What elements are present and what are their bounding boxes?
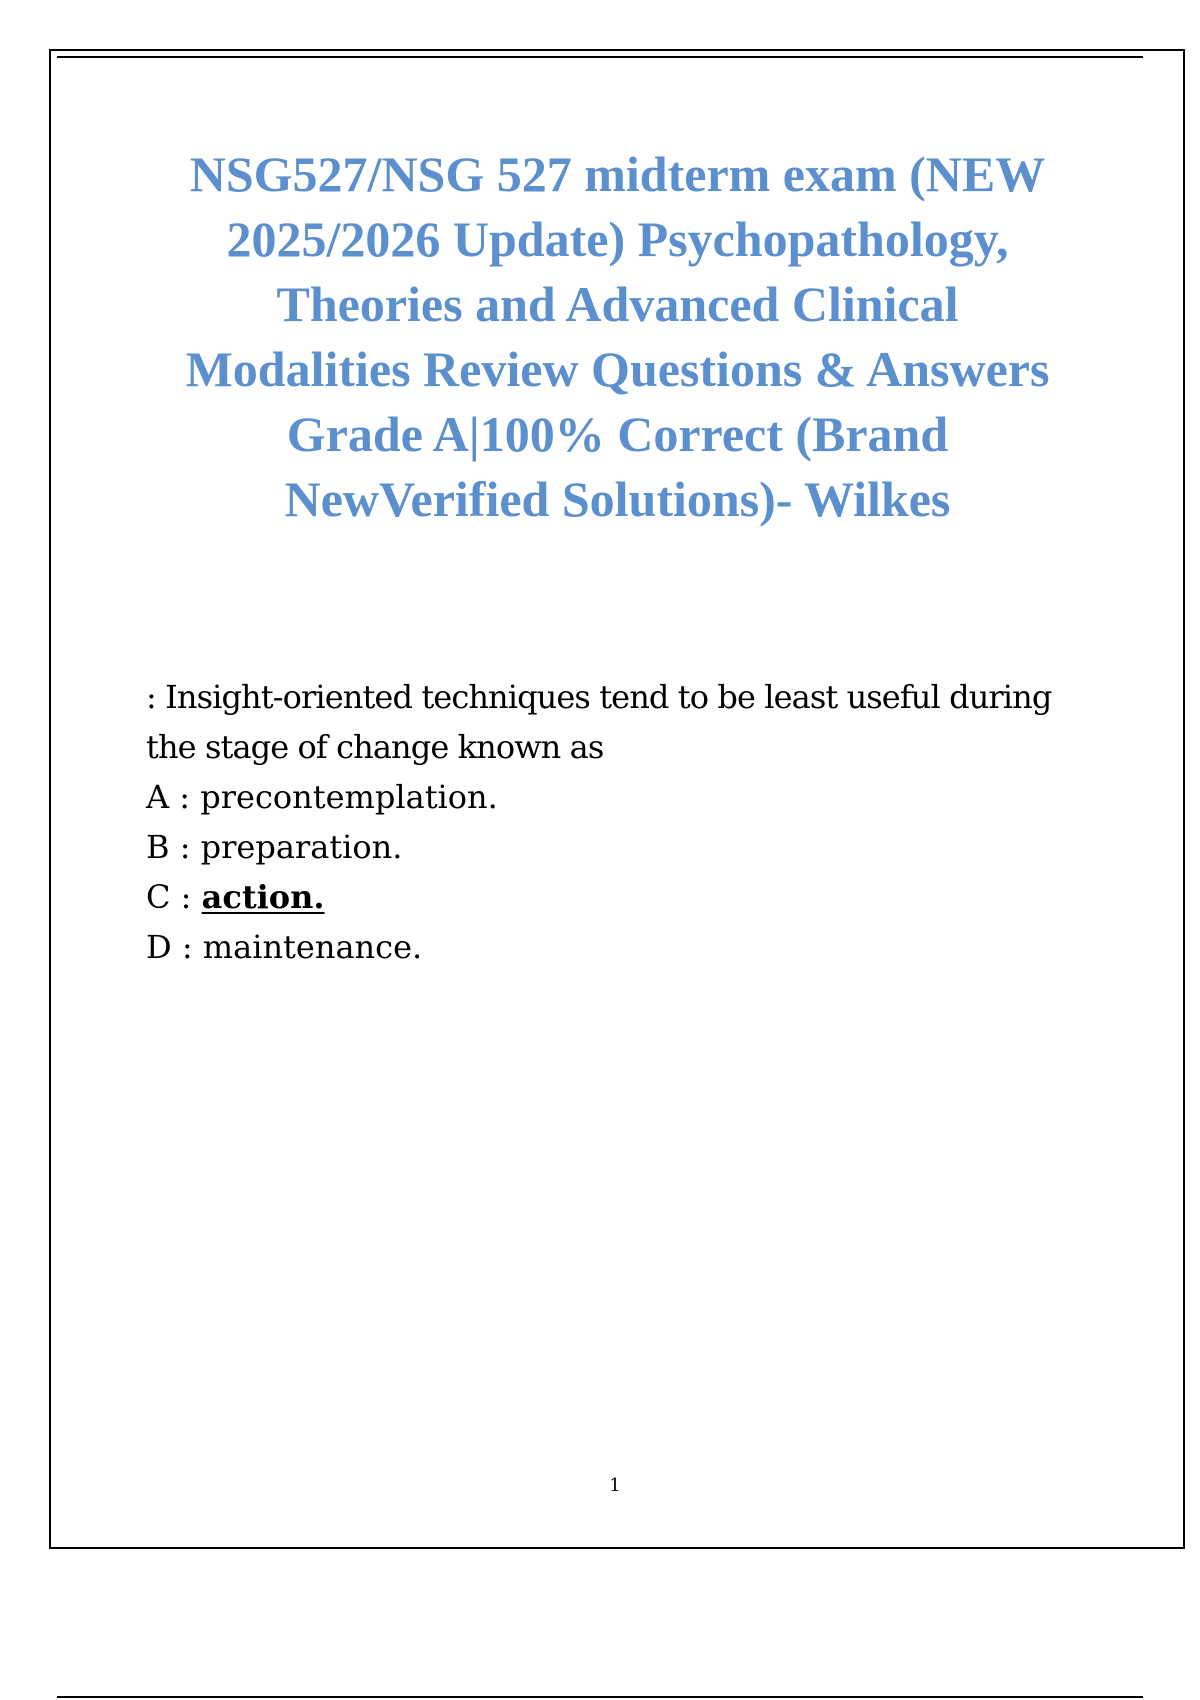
option-letter: B: [146, 828, 170, 866]
document-title: [120, 142, 1115, 532]
title-line: Modalities Review Questions & Answers: [185, 341, 1050, 397]
option-letter: C: [146, 878, 171, 916]
title-line: NewVerified Solutions)- Wilkes: [284, 471, 951, 527]
answer-options: [146, 772, 1106, 972]
option-separator: :: [169, 828, 201, 866]
title-line: Grade A|100% Correct (Brand: [286, 406, 949, 462]
correct-answer-text: action.: [201, 878, 325, 916]
title-line: Theories and Advanced Clinical: [276, 276, 959, 332]
option-a: [146, 772, 1106, 822]
question-text: : Insight-oriented techniques tend to be least useful during the stage of change known as: [146, 678, 1052, 766]
title-line: NSG527/NSG 527 midterm exam (NEW: [189, 146, 1046, 202]
page-number: 1: [609, 1475, 621, 1496]
option-text: precontemplation.: [200, 778, 498, 816]
option-letter: D: [146, 928, 172, 966]
option-d: [146, 922, 1106, 972]
option-text: preparation.: [200, 828, 403, 866]
option-c: [146, 872, 1106, 922]
option-text: maintenance.: [202, 928, 423, 966]
option-letter: A: [146, 778, 170, 816]
option-separator: :: [169, 778, 201, 816]
title-line: 2025/2026 Update) Psychopathology,: [226, 211, 1009, 267]
option-separator: :: [171, 928, 203, 966]
bottom-rule: [57, 1696, 1143, 1698]
question-block: [146, 672, 1106, 972]
option-separator: :: [170, 878, 202, 916]
option-b: [146, 822, 1106, 872]
